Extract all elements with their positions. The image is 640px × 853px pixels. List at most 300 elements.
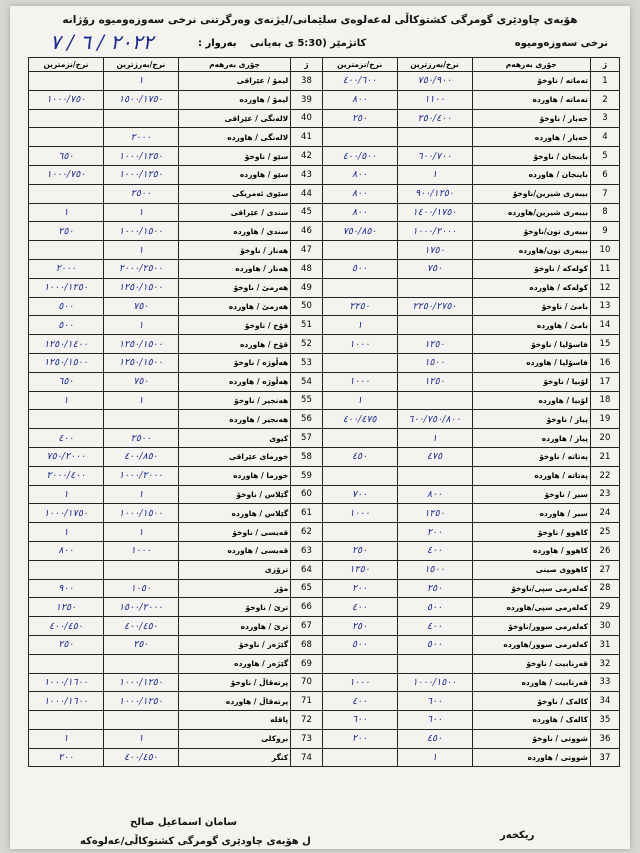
left-type-cell: سێوی ئەمریکی: [178, 184, 290, 203]
left-type-cell: ترۆزی: [178, 560, 290, 579]
left-num-cell: 58: [291, 447, 322, 466]
right-type-cell: کاهوو / ناوخۆ: [472, 523, 590, 542]
left-num-cell: 66: [291, 598, 322, 617]
right-max-cell: ٥٠٠: [397, 598, 472, 617]
right-max-cell: ١: [397, 748, 472, 767]
right-max-cell: ٢٠٠: [397, 523, 472, 542]
left-type-cell: پاقلە: [178, 711, 290, 730]
left-num-cell: 57: [291, 429, 322, 448]
right-num-cell: 5: [590, 147, 619, 166]
right-type-cell: بیبەری تون/ناوخۆ: [472, 222, 590, 241]
table-row: [29, 278, 620, 297]
left-type-cell: قەیسی / ناوخۆ: [178, 523, 290, 542]
right-type-cell: فاسۆلیا / هاوردە: [472, 353, 590, 372]
left-max-cell: ٢٥٠٠: [103, 429, 178, 448]
left-num-cell: 41: [291, 128, 322, 147]
right-min-cell: ٨٠٠: [322, 90, 397, 109]
right-max-cell: ٢٢٥٠/٢٧٥٠: [397, 297, 472, 316]
right-max-cell: ٦٠٠/٧٥٠/٨٠٠: [397, 410, 472, 429]
left-type-cell: گێلاس / ناوخۆ: [178, 485, 290, 504]
right-type-cell: خەیار / هاوردە: [472, 128, 590, 147]
left-min-cell: ٤٠٠: [29, 429, 104, 448]
right-num-cell: 24: [590, 504, 619, 523]
right-type-cell: باینجان / ناوخۆ: [472, 147, 590, 166]
left-type-cell: هەنار / ناوخۆ: [178, 241, 290, 260]
right-type-cell: کەلەرمی سوور/هاوردە: [472, 635, 590, 654]
right-num-cell: 17: [590, 372, 619, 391]
table-row: [29, 617, 620, 636]
left-type-cell: خورما / هاوردە: [178, 466, 290, 485]
table-header-row: [29, 58, 620, 72]
table-row: [29, 184, 620, 203]
left-max-cell: ١: [103, 523, 178, 542]
left-min-cell: [29, 241, 104, 260]
left-min-cell: [29, 711, 104, 730]
left-max-cell: ١٠٠٠/١٢٥٠: [103, 673, 178, 692]
right-min-cell: ٢٠٠: [322, 729, 397, 748]
table-row: [29, 654, 620, 673]
table-row: [29, 560, 620, 579]
table-row: [29, 128, 620, 147]
right-min-cell: [322, 241, 397, 260]
right-max-cell: ١: [397, 165, 472, 184]
right-max-cell: ٦٠٠: [397, 692, 472, 711]
right-min-cell: ٨٠٠: [322, 165, 397, 184]
right-type-cell: کەلەرمی سوور/ناوخۆ: [472, 617, 590, 636]
right-max-cell: ٧٥٠/٩٠٠: [397, 72, 472, 91]
table-row: [29, 729, 620, 748]
left-max-cell: ١٠٠٠/١٢٥٠: [103, 165, 178, 184]
left-max-cell: ١٢٥٠/١٥٠٠: [103, 353, 178, 372]
left-max-cell: ١: [103, 241, 178, 260]
left-max-cell: ١٢٥٠/١٥٠٠: [103, 335, 178, 354]
table-row: [29, 259, 620, 278]
right-num-cell: 7: [590, 184, 619, 203]
right-num-cell: 19: [590, 410, 619, 429]
right-type-cell: کولەکە / هاوردە: [472, 278, 590, 297]
right-type-cell: شووتی / ناوخۆ: [472, 729, 590, 748]
right-max-cell: [397, 466, 472, 485]
right-type-cell: تەماتە / هاوردە: [472, 90, 590, 109]
left-type-cell: ترێ / هاوردە: [178, 617, 290, 636]
table-row: [29, 579, 620, 598]
left-num-cell: 56: [291, 410, 322, 429]
table-row: [29, 109, 620, 128]
right-num-cell: 18: [590, 391, 619, 410]
left-min-cell: ٥٠٠: [29, 297, 104, 316]
right-max-cell: ١٥٠٠: [397, 560, 472, 579]
left-num-cell: 73: [291, 729, 322, 748]
right-num-cell: 31: [590, 635, 619, 654]
left-num-cell: 72: [291, 711, 322, 730]
left-type-cell: لیمۆ / هاوردە: [178, 90, 290, 109]
right-max-cell: ١٢٥٠: [397, 372, 472, 391]
price-table: [28, 57, 620, 767]
table-row: [29, 673, 620, 692]
right-type-cell: قەرنابیت / ناوخۆ: [472, 654, 590, 673]
right-max-cell: ١٢٥٠: [397, 335, 472, 354]
right-type-cell: لۆبیا / ناوخۆ: [472, 372, 590, 391]
col-left-min: نرخ/نزمترین: [29, 58, 104, 72]
right-max-cell: ٤٥٠: [397, 729, 472, 748]
col-left-type: جۆری بەرهەم: [178, 58, 290, 72]
left-min-cell: ١٠٠٠/١٦٠٠: [29, 692, 104, 711]
left-num-cell: 65: [291, 579, 322, 598]
right-type-cell: پەتاتە / هاوردە: [472, 466, 590, 485]
right-num-cell: 4: [590, 128, 619, 147]
left-num-cell: 54: [291, 372, 322, 391]
right-num-cell: 32: [590, 654, 619, 673]
right-min-cell: ٥٠٠: [322, 635, 397, 654]
left-min-cell: ١: [29, 203, 104, 222]
left-type-cell: لالەنگی / هاوردە: [178, 128, 290, 147]
right-num-cell: 36: [590, 729, 619, 748]
left-num-cell: 67: [291, 617, 322, 636]
left-max-cell: ١٢٥٠/١٥٠٠: [103, 278, 178, 297]
right-min-cell: ١٢٥٠: [322, 560, 397, 579]
right-num-cell: 33: [590, 673, 619, 692]
right-num-cell: 23: [590, 485, 619, 504]
table-row: [29, 447, 620, 466]
right-max-cell: ١٥٠٠: [397, 353, 472, 372]
right-min-cell: ٢٥٠: [322, 109, 397, 128]
right-num-cell: 20: [590, 429, 619, 448]
left-max-cell: ١: [103, 316, 178, 335]
right-type-cell: تەماتە / ناوخۆ: [472, 72, 590, 91]
right-min-cell: ٥٠٠: [322, 259, 397, 278]
table-row: [29, 353, 620, 372]
left-num-cell: 48: [291, 259, 322, 278]
right-type-cell: پیاز / هاوردە: [472, 429, 590, 448]
left-min-cell: [29, 560, 104, 579]
left-max-cell: ١٠٠٠/١٢٥٠: [103, 147, 178, 166]
left-type-cell: لالەنگی / عێراقی: [178, 109, 290, 128]
right-min-cell: [322, 128, 397, 147]
right-type-cell: کاهووی صینی: [472, 560, 590, 579]
table-row: [29, 372, 620, 391]
price-sheet: [10, 6, 630, 849]
right-type-cell: کەلەرمی سپی/هاوردە: [472, 598, 590, 617]
right-type-cell: فاسۆلیا / ناوخۆ: [472, 335, 590, 354]
right-num-cell: 28: [590, 579, 619, 598]
right-min-cell: ٨٠٠: [322, 184, 397, 203]
left-num-cell: 39: [291, 90, 322, 109]
right-max-cell: ٦٠٠: [397, 711, 472, 730]
right-min-cell: ٦٠٠: [322, 711, 397, 730]
left-type-cell: سێو / هاوردە: [178, 165, 290, 184]
right-max-cell: ٩٠٠/١٢٥٠: [397, 184, 472, 203]
left-type-cell: ترێ / ناوخۆ: [178, 598, 290, 617]
table-row: [29, 147, 620, 166]
left-num-cell: 42: [291, 147, 322, 166]
left-max-cell: ٤٠٠/٨٥٠: [103, 447, 178, 466]
right-type-cell: کالەک / ناوخۆ: [472, 692, 590, 711]
left-min-cell: ٢٠٠٠/٤٠٠: [29, 466, 104, 485]
right-type-cell: کالەک / هاوردە: [472, 711, 590, 730]
right-max-cell: ٤٠٠: [397, 541, 472, 560]
table-row: [29, 222, 620, 241]
table-row: [29, 692, 620, 711]
right-num-cell: 14: [590, 316, 619, 335]
left-min-cell: [29, 72, 104, 91]
left-min-cell: ٧٥٠/٢٠٠٠: [29, 447, 104, 466]
table-row: [29, 748, 620, 767]
table-row: [29, 241, 620, 260]
table-row: [29, 429, 620, 448]
right-num-cell: 3: [590, 109, 619, 128]
right-type-cell: خەیار / ناوخۆ: [472, 109, 590, 128]
table-row: [29, 485, 620, 504]
right-max-cell: ٢٥٠/٤٠٠: [397, 109, 472, 128]
left-max-cell: [103, 560, 178, 579]
right-num-cell: 11: [590, 259, 619, 278]
right-max-cell: ١٠٠٠/١٥٠٠: [397, 673, 472, 692]
right-num-cell: 12: [590, 278, 619, 297]
left-num-cell: 68: [291, 635, 322, 654]
left-num-cell: 47: [291, 241, 322, 260]
left-min-cell: ١: [29, 523, 104, 542]
right-num-cell: 13: [590, 297, 619, 316]
left-type-cell: قۆخ / هاوردە: [178, 335, 290, 354]
left-type-cell: گێژەر / هاوردە: [178, 654, 290, 673]
left-max-cell: ١: [103, 729, 178, 748]
left-type-cell: مۆز: [178, 579, 290, 598]
time-label: کاتژمێر (5:30 ی بەیانی: [250, 38, 367, 49]
right-max-cell: [397, 128, 472, 147]
table-row: [29, 335, 620, 354]
left-min-cell: ٩٠٠: [29, 579, 104, 598]
right-min-cell: [322, 278, 397, 297]
left-type-cell: لیمۆ / عێراقی: [178, 72, 290, 91]
right-num-cell: 10: [590, 241, 619, 260]
table-row: [29, 523, 620, 542]
right-max-cell: ٧٥٠: [397, 259, 472, 278]
right-min-cell: ١: [322, 316, 397, 335]
left-num-cell: 45: [291, 203, 322, 222]
col-right-min: نرخ/نزمترین: [322, 58, 397, 72]
right-max-cell: [397, 316, 472, 335]
right-num-cell: 1: [590, 72, 619, 91]
right-num-cell: 34: [590, 692, 619, 711]
right-min-cell: ١٠٠٠: [322, 372, 397, 391]
right-num-cell: 6: [590, 165, 619, 184]
right-type-cell: بامێ / هاوردە: [472, 316, 590, 335]
left-max-cell: ١٠٠٠/١٥٠٠: [103, 504, 178, 523]
right-num-cell: 27: [590, 560, 619, 579]
table-row: [29, 711, 620, 730]
left-num-cell: 50: [291, 297, 322, 316]
right-num-cell: 29: [590, 598, 619, 617]
left-type-cell: پرتەقاڵ / ناوخۆ: [178, 673, 290, 692]
left-type-cell: گێژەر / ناوخۆ: [178, 635, 290, 654]
left-max-cell: ٤٠٠/٤٥٠: [103, 617, 178, 636]
right-min-cell: ٧٥٠/٨٥٠: [322, 222, 397, 241]
left-min-cell: ٢٥٠: [29, 635, 104, 654]
left-min-cell: ٦٥٠: [29, 372, 104, 391]
right-min-cell: ٤٠٠/٤٧٥: [322, 410, 397, 429]
right-max-cell: ٦٠٠/٧٠٠: [397, 147, 472, 166]
left-num-cell: 60: [291, 485, 322, 504]
left-min-cell: ١٢٥٠/١٤٠٠: [29, 335, 104, 354]
right-num-cell: 37: [590, 748, 619, 767]
left-num-cell: 69: [291, 654, 322, 673]
right-num-cell: 16: [590, 353, 619, 372]
right-type-cell: بیبەری تون/هاوردە: [472, 241, 590, 260]
signer-role: ل هۆبەی چاودێری گومرگی کشتوکاڵی/عەلوەکە: [80, 836, 311, 847]
left-min-cell: ٥٠٠: [29, 316, 104, 335]
left-type-cell: گێلاس / هاوردە: [178, 504, 290, 523]
left-type-cell: هەرمێ / ناوخۆ: [178, 278, 290, 297]
left-min-cell: ٨٠٠: [29, 541, 104, 560]
right-min-cell: [322, 466, 397, 485]
table-row: [29, 541, 620, 560]
right-type-cell: سیر / هاوردە: [472, 504, 590, 523]
right-type-cell: بیبەری شیرین/ناوخۆ: [472, 184, 590, 203]
left-type-cell: بروکلی: [178, 729, 290, 748]
right-min-cell: [322, 429, 397, 448]
left-type-cell: هەڵوژە / هاوردە: [178, 372, 290, 391]
right-num-cell: 9: [590, 222, 619, 241]
right-num-cell: 26: [590, 541, 619, 560]
left-min-cell: [29, 184, 104, 203]
left-num-cell: 49: [291, 278, 322, 297]
left-num-cell: 43: [291, 165, 322, 184]
right-type-cell: شووتی / هاوردە: [472, 748, 590, 767]
left-num-cell: 53: [291, 353, 322, 372]
left-num-cell: 70: [291, 673, 322, 692]
col-right-num: ژ: [590, 58, 619, 72]
right-type-cell: پیاز / ناوخۆ: [472, 410, 590, 429]
table-row: [29, 316, 620, 335]
left-num-cell: 51: [291, 316, 322, 335]
left-type-cell: هەنجیر / ناوخۆ: [178, 391, 290, 410]
table-row: [29, 598, 620, 617]
left-max-cell: ١: [103, 485, 178, 504]
left-min-cell: ٢٥٠: [29, 222, 104, 241]
col-right-type: جۆری بەرهەم: [472, 58, 590, 72]
right-min-cell: ٢٢٥٠: [322, 297, 397, 316]
left-type-cell: پرتەقاڵ / هاوردە: [178, 692, 290, 711]
right-num-cell: 8: [590, 203, 619, 222]
left-type-cell: کیوی: [178, 429, 290, 448]
right-min-cell: ١٠٠٠: [322, 673, 397, 692]
left-type-cell: خورمای عێراقی: [178, 447, 290, 466]
right-max-cell: ٤٠٠: [397, 617, 472, 636]
left-min-cell: ١٢٥٠/١٥٠٠: [29, 353, 104, 372]
left-type-cell: هەڵوژە / ناوخۆ: [178, 353, 290, 372]
left-max-cell: ٤٠٠/٤٥٠: [103, 748, 178, 767]
date-label: بەروار :: [198, 38, 237, 49]
left-type-cell: هەنجیر / هاوردە: [178, 410, 290, 429]
left-type-cell: سێو / ناوخۆ: [178, 147, 290, 166]
right-min-cell: [322, 353, 397, 372]
signer-name: سامان اسماعیل صالح: [130, 817, 237, 828]
right-num-cell: 2: [590, 90, 619, 109]
right-max-cell: ١: [397, 429, 472, 448]
left-min-cell: ٦٥٠: [29, 147, 104, 166]
left-type-cell: سندی / عێراقی: [178, 203, 290, 222]
left-max-cell: ٢٥٠٠: [103, 184, 178, 203]
left-min-cell: [29, 410, 104, 429]
left-max-cell: ٧٥٠: [103, 372, 178, 391]
right-min-cell: ٤٠٠/٦٠٠: [322, 72, 397, 91]
left-min-cell: ٤٠٠/٤٥٠: [29, 617, 104, 636]
left-num-cell: 62: [291, 523, 322, 542]
right-min-cell: ٢٥٠: [322, 617, 397, 636]
right-type-cell: پەتاتە / ناوخۆ: [472, 447, 590, 466]
right-min-cell: ٢٠٠: [322, 579, 397, 598]
table-row: [29, 635, 620, 654]
right-min-cell: ٨٠٠: [322, 203, 397, 222]
right-min-cell: ٤٠٠: [322, 692, 397, 711]
left-min-cell: ١: [29, 485, 104, 504]
left-num-cell: 63: [291, 541, 322, 560]
approved-label: ریکخەر: [500, 830, 535, 841]
right-min-cell: ١٠٠٠: [322, 504, 397, 523]
left-min-cell: ١٠٠٠/١٧٥٠: [29, 504, 104, 523]
right-type-cell: بامێ / ناوخۆ: [472, 297, 590, 316]
right-max-cell: [397, 391, 472, 410]
right-num-cell: 25: [590, 523, 619, 542]
right-min-cell: ١: [322, 391, 397, 410]
left-type-cell: کنگر: [178, 748, 290, 767]
left-type-cell: هەرمێ / هاوردە: [178, 297, 290, 316]
sheet-subtitle: نرخی سەوزەومیوە: [514, 38, 608, 49]
left-num-cell: 38: [291, 72, 322, 91]
right-max-cell: ١٠٠٠/٢٠٠٠: [397, 222, 472, 241]
left-max-cell: ١: [103, 391, 178, 410]
right-min-cell: ٢٥٠: [322, 541, 397, 560]
right-num-cell: 22: [590, 466, 619, 485]
left-min-cell: ١٠٠٠/١٢٥٠: [29, 278, 104, 297]
left-num-cell: 44: [291, 184, 322, 203]
left-min-cell: ٢٠٠: [29, 748, 104, 767]
left-min-cell: ١٠٠٠/٧٥٠: [29, 165, 104, 184]
table-row: [29, 410, 620, 429]
col-left-num: ژ: [291, 58, 322, 72]
left-min-cell: ١: [29, 729, 104, 748]
right-min-cell: ١٠٠٠: [322, 335, 397, 354]
left-max-cell: ٢٥٠: [103, 635, 178, 654]
right-num-cell: 21: [590, 447, 619, 466]
left-min-cell: ١: [29, 391, 104, 410]
left-type-cell: قۆخ / ناوخۆ: [178, 316, 290, 335]
left-num-cell: 40: [291, 109, 322, 128]
left-min-cell: ١٢٥٠: [29, 598, 104, 617]
right-max-cell: [397, 654, 472, 673]
left-max-cell: ٧٥٠: [103, 297, 178, 316]
left-max-cell: ١٠٠٠/١٥٠٠: [103, 222, 178, 241]
left-max-cell: ١٥٠٠/١٧٥٠: [103, 90, 178, 109]
left-max-cell: [103, 711, 178, 730]
left-min-cell: ١٠٠٠/١٦٠٠: [29, 673, 104, 692]
left-num-cell: 64: [291, 560, 322, 579]
right-max-cell: ١١٠٠: [397, 90, 472, 109]
right-min-cell: ٤٥٠: [322, 447, 397, 466]
left-max-cell: ١٠٠٠/٢٠٠٠: [103, 466, 178, 485]
right-min-cell: ٤٠٠: [322, 598, 397, 617]
left-min-cell: ٢٠٠٠: [29, 259, 104, 278]
left-type-cell: سندی / هاوردە: [178, 222, 290, 241]
table-row: [29, 203, 620, 222]
table-row: [29, 504, 620, 523]
right-max-cell: ٢٥٠: [397, 579, 472, 598]
right-type-cell: قەرنابیت / هاوردە: [472, 673, 590, 692]
left-type-cell: قەیسی / هاوردە: [178, 541, 290, 560]
table-row: [29, 466, 620, 485]
left-num-cell: 59: [291, 466, 322, 485]
left-type-cell: هەنار / هاوردە: [178, 259, 290, 278]
